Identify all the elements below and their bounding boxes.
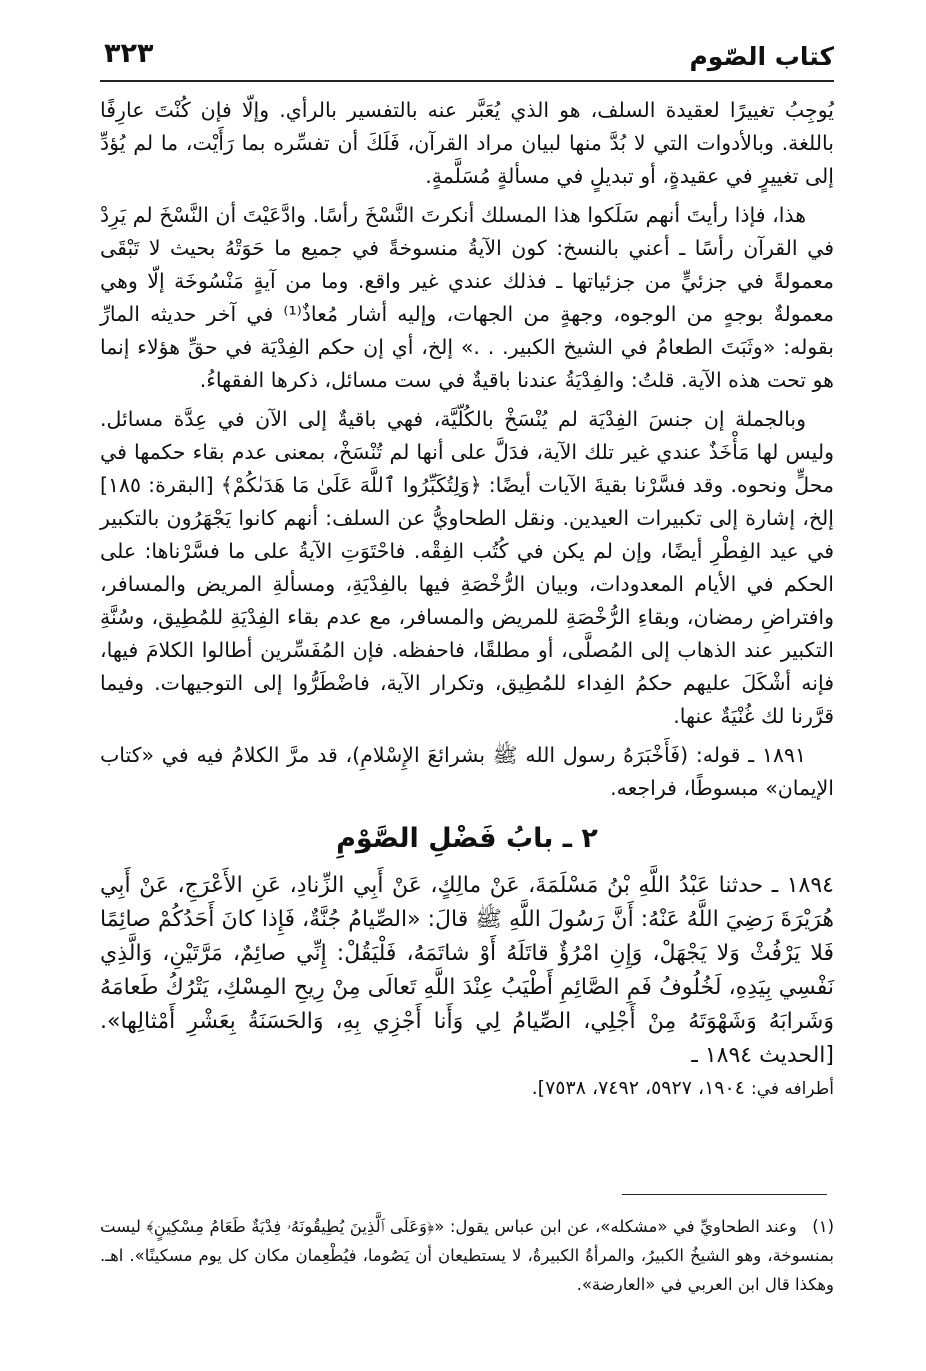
- footnote: [100, 1212, 834, 1299]
- hadith-reference-numbers: ١٩٠٤، ٥٩٢٧، ٧٤٩٢، ٧٥٣٨].: [531, 1077, 745, 1099]
- paragraph-2: هذا، فإذا رأيتَ أنهم سَلَكوا هذا المسلك أنكرتَ النَّسْخَ رأسًا. وادَّعَيْتَ أن النَّسْخَ لم يَرِدْ في القرآن رأسًا ـ أعني بالنسخ: كون الآيةُ منسوخةً في جميع ما حَوَتْهُ بحيث لا تَبْقَى معمولةً في جزئيٍّ من جزئياتها ـ فذلك عندي غير واقع. وما من آيةٍ مَنْسُوخَة إلّا وهي معمولةٌ بوجهٍ من الوجوه، وجهةٍ من الجهات، وإليه أشار مُعاذٌ⁽¹⁾ في آخر حديثه المارِّ بقوله: «وثَبَتَ الطعامُ في الشيخ الكبير. . .» إلخ، أي إن حكم الفِدْيَة في حقِّ هؤلاء إنما هو تحت هذه الآية. قلتُ: والفِدْيَةُ عندنا باقيةٌ في ست مسائل، ذكرها الفقهاءُ.: [100, 203, 835, 392]
- footnote-separator: [622, 1194, 827, 1195]
- footnote-text: وعند الطحاويِّ في «مشكله»، عن ابن عباس يقول: «﴿وَعَلَى ٱلَّذِينَ يُطِيقُونَهُۥ فِدْيَةٌ طَعَامُ مِسْكِينٍ﴾ ليست بمنسوخة، وهو الشيخُ الكبيرُ، والمرأةُ الكبيرةُ، لا يستطيعان أن يَصُوما، فيُطْعِمان مكان كل يوم مسكينًا». اهـ. وهكذا قال ابن العربي في «العارضة».: [100, 1217, 834, 1294]
- paragraph-1: يُوجِبُ تغييرًا لعقيدة السلف، هو الذي يُعَبَّر عنه بالتفسير بالرأي. وإلّا فإن كُنْتَ عارِفًا باللغة. وبالأدوات التي لا بُدَّ منها لبيان مراد القرآن، فَلَكَ أن تفسِّره بما رَأَيْت، ما لم يُؤدِّ إلى تغييرٍ في عقيدةٍ، أو تبديلٍ في مسألةٍ مُسَلَّمةٍ.: [100, 98, 834, 188]
- hadith-reference-label: أطرافه في:: [750, 1079, 834, 1099]
- footnote-marker: (١): [812, 1217, 834, 1236]
- hadith-text: ١٨٩٤ ـ حدثنا عَبْدُ اللَّهِ بْنُ مَسْلَمَةَ، عَنْ مالِكٍ، عَنْ أَبِي الزِّنادِ، عَنِ الأَعْرَجِ، عَنْ أَبِي هُرَيْرَةَ رَضِيَ اللَّهُ عَنْهُ: أَنَّ رَسُولَ اللَّهِ ﷺ قالَ: «الصِّيامُ جُنَّةٌ، فَإِذا كانَ أَحَدُكُمْ صائِمًا فَلا يَرْفُثْ وَلا يَجْهَلْ، وَإِنِ امْرُؤٌ قاتَلَهُ أَوْ شاتَمَهُ، فَلْيَقُلْ: إِنِّي صائِمٌ، مَرَّتَيْنِ، وَالَّذِي نَفْسِي بِيَدِهِ، لَخُلُوفُ فَمِ الصَّائِمِ أَطْيَبُ عِنْدَ اللَّهِ تَعالَى مِنْ رِيحِ المِسْكِ، يَتْرُكُ طَعامَهُ وَشَرابَهُ وَشَهْوَتَهُ مِنْ أَجْلِي، الصِّيامُ لِي وَأَنا أَجْزِي بِهِ، وَالحَسَنَةُ بِعَشْرِ أَمْثالِها». [الحديث ١٨٩٤ ـ: [100, 873, 834, 1068]
- paragraph-4: ١٨٩١ ـ قوله: (فَأَخْبَرَهُ رسول الله ﷺ بشرائعَ الإِسْلامِ)، قد مرَّ الكلامُ فيه في «كتاب الإيمان» مبسوطًا، فراجعه.: [100, 743, 834, 800]
- hadith-reference: [100, 1073, 834, 1104]
- page-number: ٣٢٣: [104, 38, 154, 69]
- paragraph-3: وبالجملة إن جنسَ الفِدْيَة لم يُنْسَخْ بالكُلّيَّة، فهي باقيةٌ إلى الآن في عِدَّة مسائل. وليس لها مَأْخَذٌ عندي غير تلك الآية، فدَلَّ على أنها لم تُنْسَخْ، بمعنى عدم بقاء حكمها في محلٍّ ونحوه. وقد فسَّرْنا بقيةَ الآيات أيضًا: ﴿وَلِتُكَبِّرُوا ٱللَّهَ عَلَىٰ مَا هَدَىٰكُمْ﴾ [البقرة: ١٨٥] إلخ، إشارة إلى تكبيرات العيدين. ونقل الطحاويُّ عن السلف: أنهم كانوا يَجْهَرُون بالتكبير في عيد الفِطْرِ أيضًا، وإن لم يكن في كُتُب الفِقْه. فاحْتَوَتِ الآيةُ على ما فسَّرْناها: على الحكم في الأيام المعدودات، وبيان الرُّخْصَةِ فيها بالفِدْيَةِ، ومسألةِ المريض والمسافر، وافتراضِ رمضان، وبقاءِ الرُّخْصَةِ للمريض والمسافر، مع عدم بقاء الفِدْيَةِ للمُطِيق، وسُنَّةِ التكبير عند الذهاب إلى المُصلَّى، أو مطلقًا، فاحفظه. فإن المُفَسِّرين أطالوا الكلامَ فيها، فإنه أشْكَلَ عليهم حكمُ الفِداء للمُطِيق، وتكرار الآية، فاضْطَرُّوا إلى التوجيهات. وفيما قرَّرنا لك غُنْيَةٌ عنها.: [100, 407, 834, 728]
- running-header: [100, 38, 834, 82]
- running-title: كتاب الصّوم: [689, 42, 834, 71]
- chapter-heading: ٢ ـ بابُ فَضْلِ الصَّوْمِ: [336, 823, 598, 854]
